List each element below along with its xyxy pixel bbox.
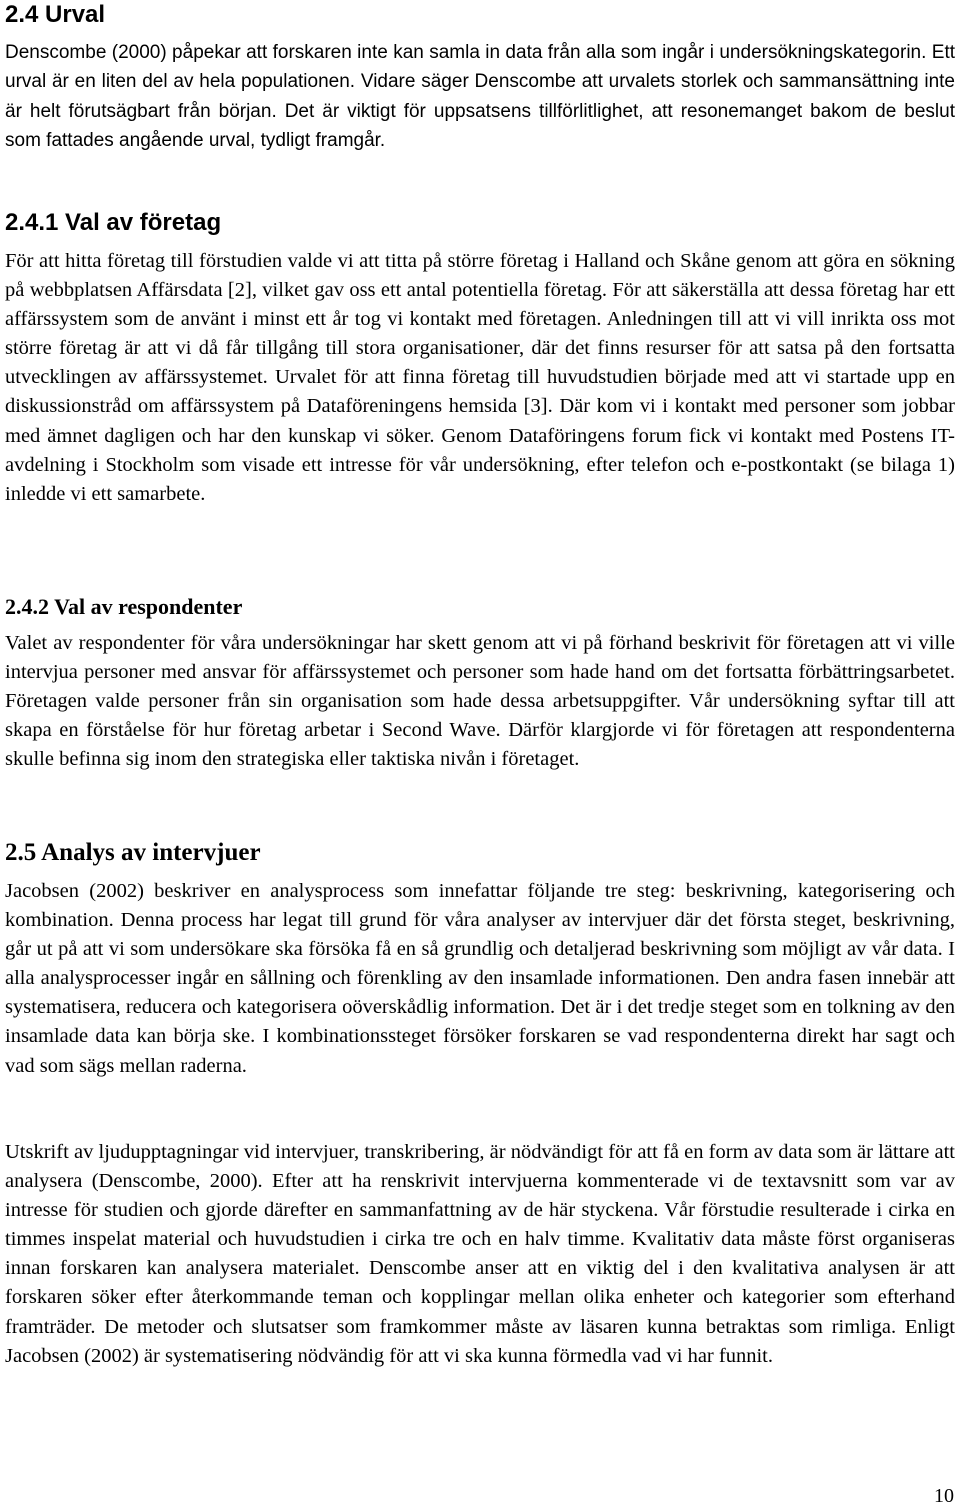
paragraph-analys-1: Jacobsen (2002) beskriver en analysprocess som innefattar följande tre steg: beskrivning, kategorisering och kombination. Denna process har legat till grund för våra analyser av intervjuer där det första steget, beskrivning, går ut på att vi som undersökare ska försöka få en så grundlig och detaljerad beskrivning som möjligt av vår data. I alla analysprocesser ingår en sållning och förenkling av den insamlade informationen. Den andra fasen innebär att systematisera, reducera och kategorisera oöverskådlig information. Det är i det tredje steget som en tolkning av den insamlade data kan börja ske. I kombinationssteget försöker forskaren se vad respondenterna direkt har sagt och vad som sägs mellan raderna. bbox=[5, 880, 955, 1077]
paragraph-urval: Denscombe (2000) påpekar att forskaren inte kan samla in data från alla som ingår i undersökningskategorin. Ett urval är en liten del av hela populationen. Vidare säger Denscombe att urvalets storlek och sammansättning inte är helt förutsägbart från början. Det är viktigt för uppsatsens tillförlitlighet, att resonemanget bakom de beslut som fattades angående urval, tydligt framgår. bbox=[5, 42, 955, 151]
heading-2-5: 2.5 Analys av intervjuer bbox=[5, 839, 261, 866]
heading-2-4-1: 2.4.1 Val av företag bbox=[5, 209, 222, 236]
heading-2-4: 2.4 Urval bbox=[5, 1, 106, 28]
page-number: 10 bbox=[934, 1485, 954, 1507]
paragraph-val-av-respondenter: Valet av respondenter för våra undersökningar har skett genom att vi på förhand beskrivit för företagen att vi ville intervjua personer med ansvar för affärssystemet och personer som hade hand om det fortsatta förbättringsarbetet. Företagen valde personer från sin organisation som hade dessa arbetsuppgifter. Vår undersökning syftar till att skapa en förståelse för hur företag arbetar i Second Wave. Därför klargjorde vi för företagen att respondenterna skulle befinna sig inom den strategiska eller taktiska nivån i företaget. bbox=[5, 632, 955, 771]
paragraph-analys-2: Utskrift av ljudupptagningar vid intervjuer, transkribering, är nödvändigt för att få en form av data som är lättare att analysera (Denscombe, 2000). Efter att ha renskrivit intervjuerna kommenterade vi de textavsnitt som var av intresse för studien och gjorde därefter en sammanfattning av de här styckena. Vår förstudie resulterade i cirka en timmes inspelat material och huvudstudien i cirka tre och en halv timme. Kvalitativ data måste först organiseras innan forskaren kan analysera materialet. Denscombe anser att en viktig del i den kvalitativa analysen är att forskaren söker efter återkommande teman och kopplingar mellan olika enheter och kategorier som efterhand framträder. De metoder och slutsatser som framkommer måste av läsaren kunna betraktas som rimliga. Enligt Jacobsen (2002) är systematisering nödvändig för att vi ska kunna förmedla vad vi har funnit. bbox=[5, 1141, 955, 1367]
heading-2-4-2: 2.4.2 Val av respondenter bbox=[5, 594, 243, 619]
paragraph-val-av-foretag: För att hitta företag till förstudien valde vi att titta på större företag i Halland och Skåne genom att göra en sökning på webbplatsen Affärsdata [2], vilket gav oss ett antal potentiella företag. För att säkerställa att dessa företag har ett affärssystem som de använt i minst ett år tog vi kontakt med företagen. Anledningen till att vi vill inrikta oss mot större företag är att vi då får tillgång till stora organisationer, där det finns resurser för att satsa på den fortsatta utvecklingen av affärssystemet. Urvalet för att finna företag till huvudstudien började med att vi startade upp en diskussionstråd om affärssystem på Dataföreningens hemsida [3]. Där kom vi i kontakt med personer som jobbar med ämnet dagligen och har den kunskap vi söker. Genom Dataföringens forum fick vi kontakt med Postens IT-avdelning i Stockholm som visade ett intresse för vår undersökning, efter telefon och e-postkontakt (se bilaga 1) inledde vi ett samarbete. bbox=[5, 250, 955, 505]
